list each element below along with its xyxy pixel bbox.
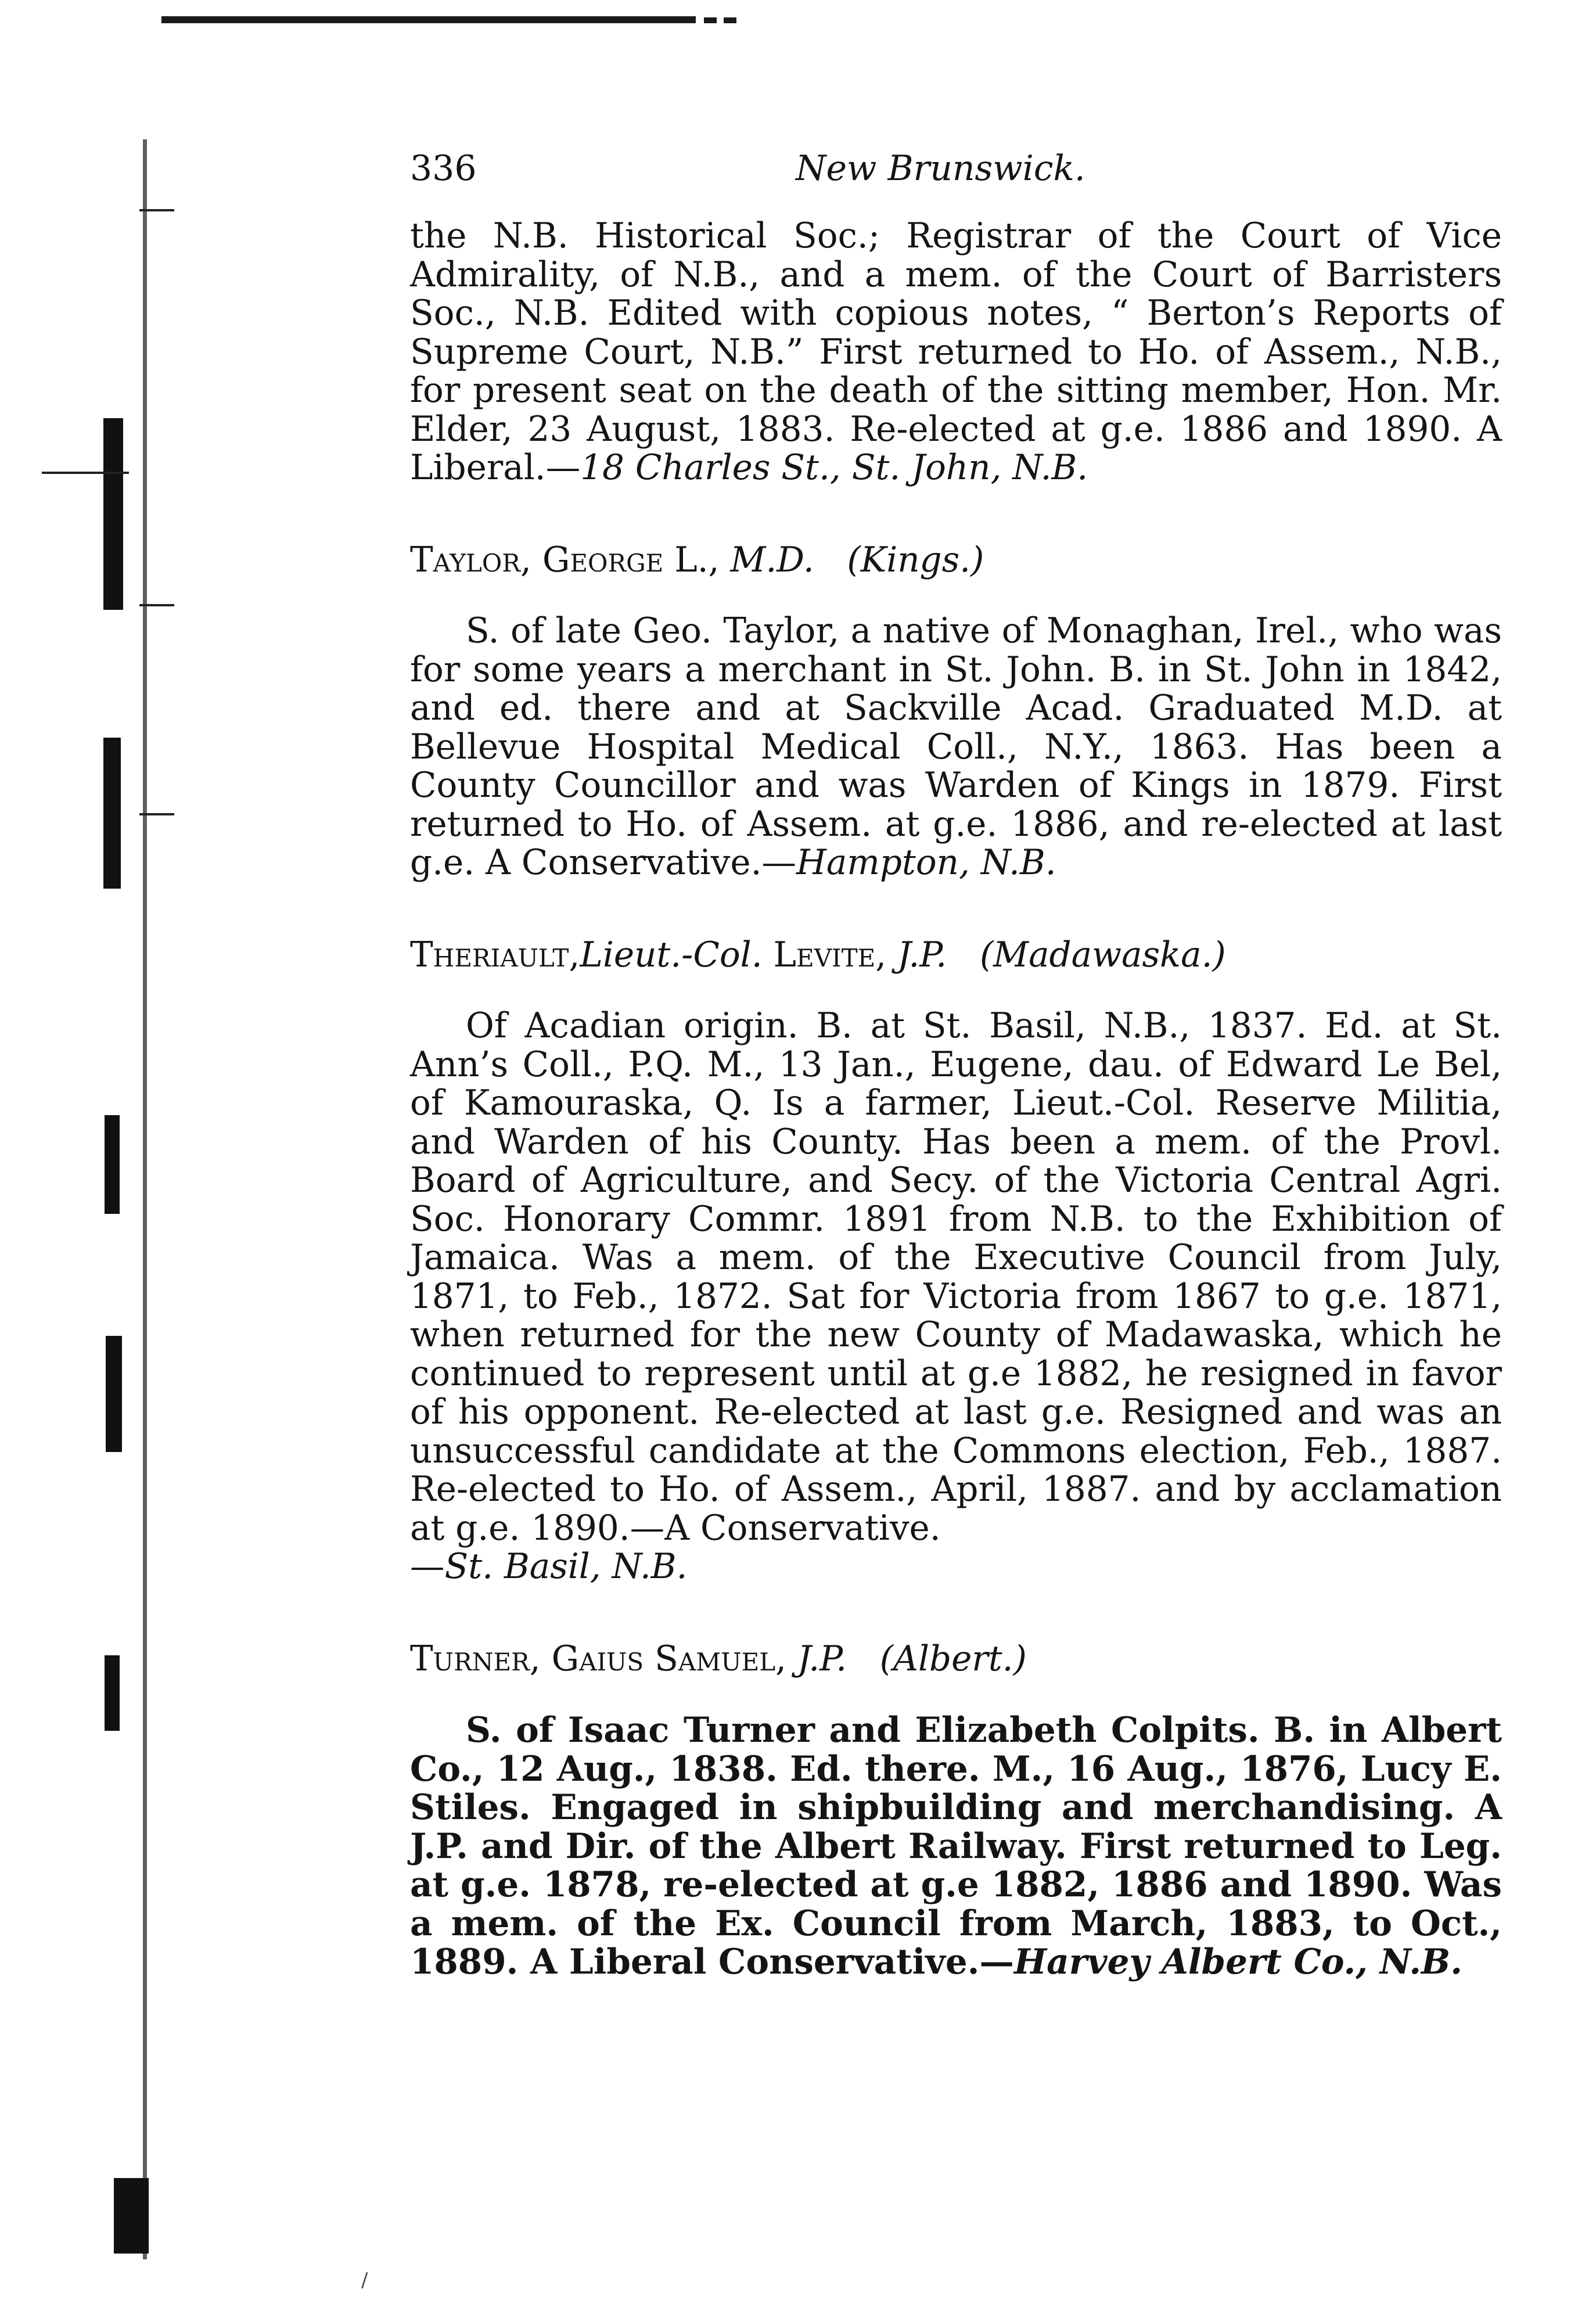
- margin-tick: [139, 813, 174, 815]
- page-number: 336: [410, 148, 477, 189]
- top-border-dash: [704, 17, 717, 23]
- entry-title: J.P.: [797, 1638, 847, 1679]
- entry-address-line: [410, 1548, 1502, 1587]
- entry-given-names: Gaius Samuel,: [551, 1638, 787, 1679]
- entry-constituency: (Albert.): [879, 1638, 1027, 1679]
- text-column: [410, 217, 1502, 1982]
- top-border-rule: [161, 16, 696, 23]
- continuation-paragraph: [410, 217, 1502, 488]
- entry-surname: Theriault,: [410, 935, 580, 975]
- continuation-address: 18 Charles St., St. John, N.B.: [580, 448, 1088, 488]
- entry-heading-theriault: [410, 936, 1502, 975]
- running-head: New Brunswick.: [796, 148, 1085, 189]
- entry-heading-taylor: Taylor, George L., M.D. (Kings.): [410, 540, 984, 580]
- entry-title: J.P.: [897, 935, 947, 975]
- gutter-ink-mark: [114, 2178, 149, 2254]
- entry-bio-text: S. of Isaac Turner and Elizabeth Colpits. B. in Albert Co., 12 Aug., 1838. Ed. there. M., 16 Aug., 1876, Lucy E. Stiles. Engaged in shipbuilding and merchandising. A J.P. and Dir. of the Albert Railway. First returned to Leg. at g.e. 1878, re-elected at g.e 1882, 1886 and 1890. Was a mem. of the Ex. Council from March, 1883, to Oct., 1889. A Liberal Conservative.—: [410, 1710, 1502, 1982]
- entry-surname: Turner,: [410, 1638, 541, 1679]
- stray-pencil-mark: /: [361, 2269, 368, 2292]
- entry-address: Hampton, N.B.: [796, 843, 1056, 883]
- entry-given-names: Levite,: [773, 935, 887, 975]
- entry-bio-theriault: [410, 1007, 1502, 1548]
- gutter-ink-mark: [103, 738, 121, 889]
- entry-title: M.D.: [730, 540, 814, 580]
- top-border-dash: [724, 17, 736, 23]
- entry-given-names: George L.: [542, 540, 709, 580]
- entry-bio-text: Of Acadian origin. B. at St. Basil, N.B., 1837. Ed. at St. Ann’s Coll., P.Q. M., 13 Jan., Eugene, dau. of Edward Le Bel, of Kamouraska, Q. Is a farmer, Lieut.-Col. Reserve Militia, and Warden of his County. Has been a mem. of the Provl. Board of Agriculture, and Secy. of the Victoria Central Agri. Soc. Honorary Commr. 1891 from N.B. to the Exhibition of Jamaica. Was a mem. of the Executive Council from July, 1871, to Feb., 1872. Sat for Victoria from 1867 to g.e. 1871, when returned for the new County of Madawaska, which he continued to represent until at g.e 1882, he resigned in favor of his opponent. Re-elected at last g.e. Resigned and was an unsuccessful candidate at the Commons election, Feb., 1887. Re-elected to Ho. of Assem., April, 1887. and by acclamation at g.e. 1890.—A Conservative.: [410, 1006, 1502, 1548]
- gutter-ink-mark: [105, 1655, 120, 1731]
- binding-gutter-line: [143, 139, 147, 2259]
- page-header: [410, 148, 1502, 200]
- gutter-ink-mark: [106, 1336, 122, 1452]
- entry-bio-text: S. of late Geo. Taylor, a native of Monaghan, Irel., who was for some years a merchant in St. John. B. in St. John in 1842, and ed. there and at Sackville Acad. Graduated M.D. at Bellevue Hospital Medical Coll., N.Y., 1863. Has been a County Councillor and was Warden of Kings in 1879. First returned to Ho. of Assem. at g.e. 1886, and re-elected at last g.e. A Conservative.—: [410, 611, 1502, 883]
- entry-heading-turner: [410, 1640, 1502, 1679]
- entry-surname: Taylor: [410, 540, 520, 580]
- margin-tick: [139, 209, 174, 211]
- gutter-ink-mark: [105, 1115, 120, 1214]
- continuation-text: the N.B. Historical Soc.; Registrar of the Court of Vice Admirality, of N.B., and a mem. of the Court of Barristers Soc., N.B. Edited with copious notes, “ Berton’s Reports of Supreme Court, N.B.” First returned to Ho. of Assem., N.B., for present seat on the death of the sitting member, Hon. Mr. Elder, 23 August, 1883. Re-elected at g.e. 1886 and 1890. A Liberal.—: [410, 216, 1502, 488]
- entry-constituency: (Kings.): [847, 540, 984, 580]
- entry-address: Harvey Albert Co., N.B.: [1013, 1942, 1462, 1982]
- entry-bio-taylor: [410, 612, 1502, 883]
- entry-address: —St. Basil, N.B.: [410, 1547, 688, 1587]
- gutter-ink-mark: [103, 418, 123, 610]
- entry-rank: Lieut.-Col.: [580, 935, 763, 975]
- entry-constituency: (Madawaska.): [979, 935, 1226, 975]
- entry-bio-turner: [410, 1711, 1502, 1982]
- margin-tick: [42, 472, 129, 474]
- margin-tick: [139, 604, 174, 606]
